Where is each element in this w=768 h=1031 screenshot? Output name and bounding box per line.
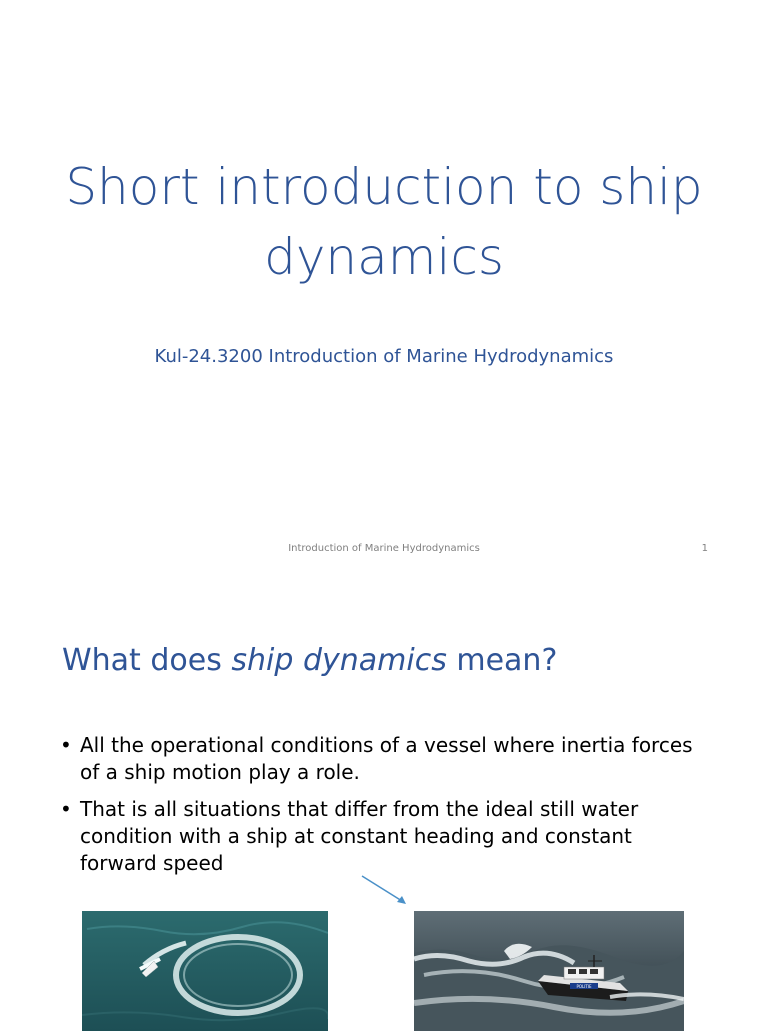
bullet-text: That is all situations that differ from the ideal still water condition with a ship at constant heading and constant forward speed: [80, 797, 639, 875]
title-emphasis: ship dynamics: [231, 643, 447, 678]
slide-subtitle: Kul-24.3200 Introduction of Marine Hydrodynamics: [154, 346, 614, 367]
arrow-icon: [360, 874, 410, 906]
bullet-list: [60, 732, 700, 887]
title-part: mean?: [446, 643, 558, 678]
bullet-item: [60, 796, 700, 877]
bullet-marker: •: [60, 797, 72, 821]
slide-title: [62, 638, 557, 684]
bullet-marker: •: [60, 733, 72, 757]
slide-footer: [0, 540, 768, 558]
ship-in-waves-photo: [414, 911, 684, 1031]
footer-text: Introduction of Marine Hydrodynamics: [288, 543, 480, 554]
page-number: 1: [701, 543, 708, 554]
slide-2: [0, 580, 768, 1024]
title-part: What does: [62, 643, 232, 678]
boat-label: POLITIE: [576, 984, 592, 989]
bullet-text: All the operational conditions of a vessel where inertia forces of a ship motion play a role.: [80, 733, 693, 784]
bullet-item: [60, 732, 700, 786]
ship-turning-photo: [82, 911, 328, 1031]
slide-title: Short introduction to ship dynamics: [65, 158, 703, 286]
